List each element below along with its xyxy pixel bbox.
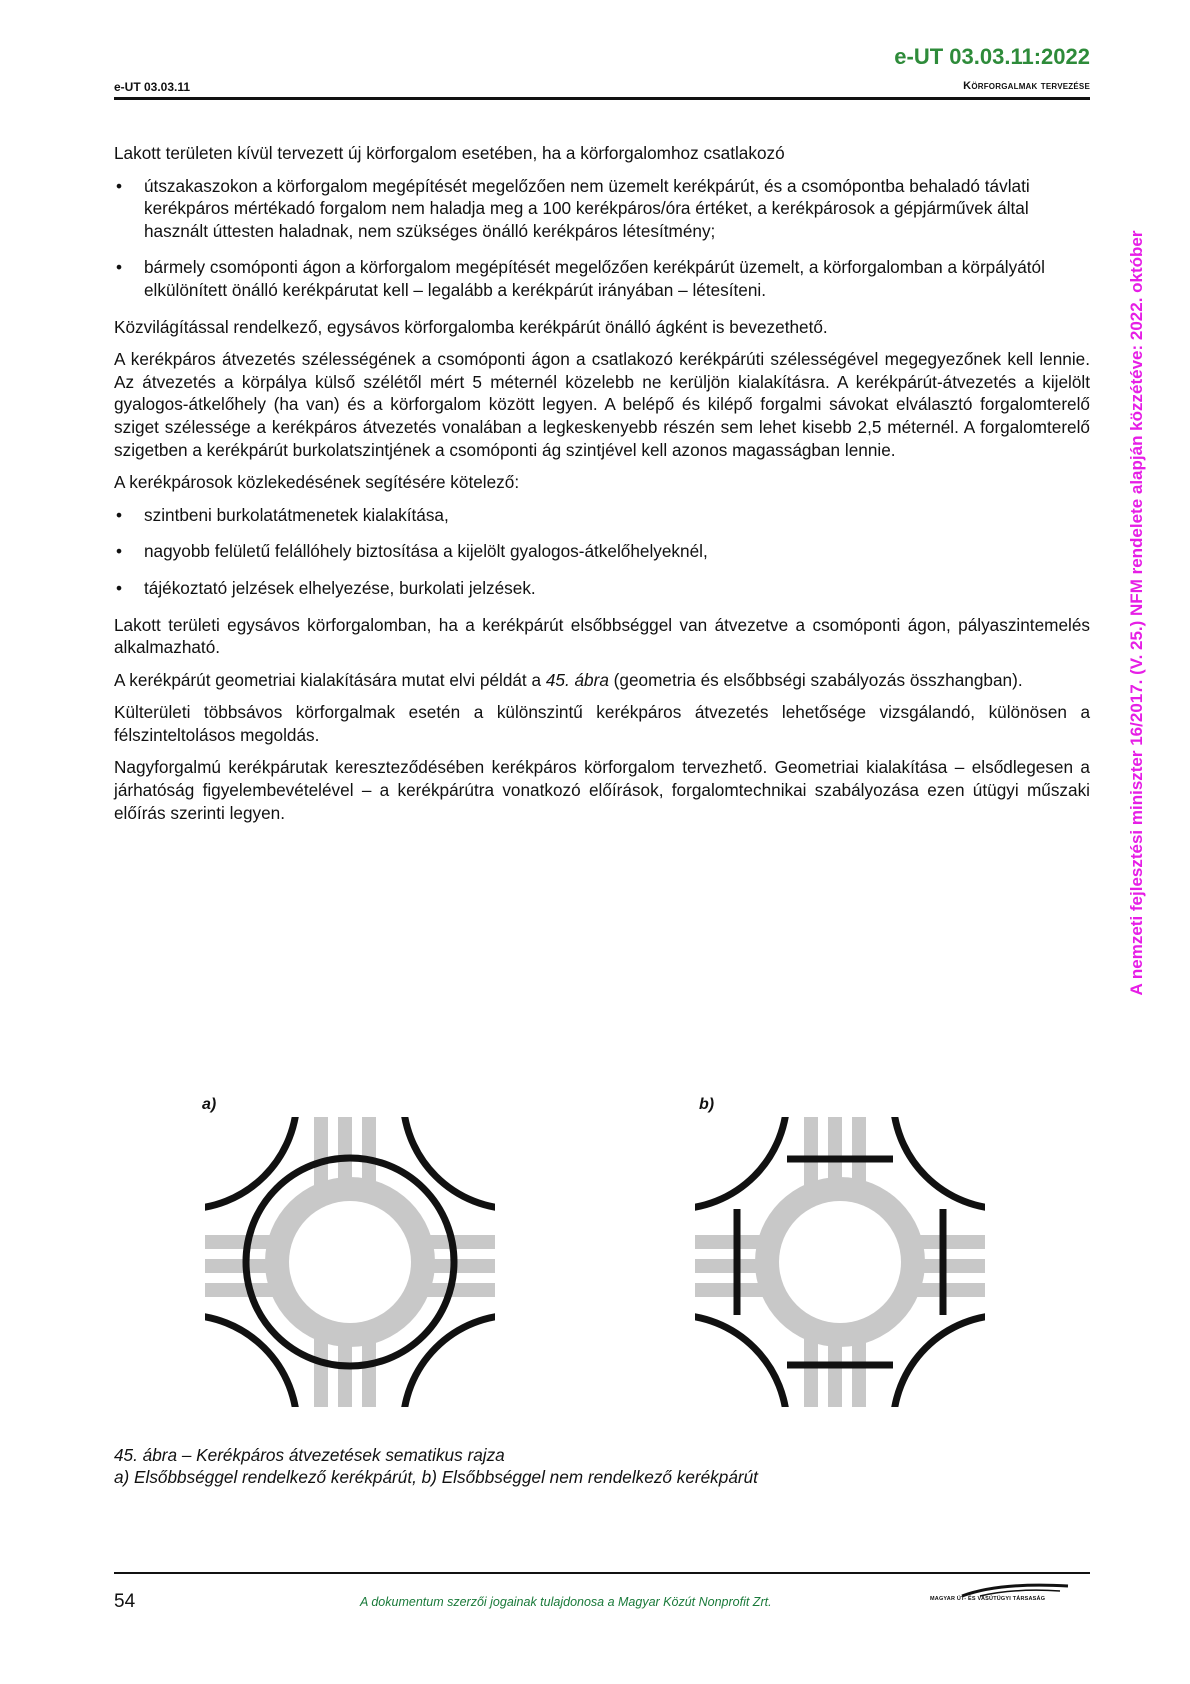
- paragraph: Nagyforgalmú kerékpárutak kereszteződésében kerékpáros körforgalom tervezhető. Geometriai kialakítása – elsődlegesen a járhatóság figyelembevételével – a kerékpárútra vonatkozó előírások, forgalomtechnikai szabályozása ezen útügyi műszaki előírás szerinti legyen.: [114, 757, 1090, 823]
- side-note-text: A nemzeti fejlesztési miniszter 16/2017. (V. 25.) NFM rendelete alapján közzétéve: 2022. október: [1127, 230, 1146, 995]
- paragraph: Külterületi többsávos körforgalmak esetén a különszintű kerékpáros átvezetés lehetősége vizsgálandó, különösen a félszinteltolásos megoldás.: [114, 702, 1090, 745]
- bullet-list: [114, 504, 1090, 600]
- document-id: e-UT 03.03.11:2022: [894, 44, 1090, 69]
- central-island-b: [779, 1201, 901, 1323]
- paragraph: A kerékpárosok közlekedésének segítésére kötelező:: [114, 472, 520, 493]
- paragraph: [114, 669, 1090, 692]
- paragraph-text: (geometria és elsőbbségi szabályozás összhangban).: [608, 669, 1023, 690]
- figure-reference: 45. ábra: [545, 669, 609, 690]
- paragraph-text: A kerékpárút geometriai kialakítására mutat elvi példát a: [114, 669, 546, 690]
- list-item: • szintbeni burkolatátmenetek kialakítása,: [114, 504, 1090, 527]
- diagram-b: [695, 1117, 985, 1407]
- list-item: • nagyobb felületű felállóhely biztosítása a kijelölt gyalogos-átkelőhelyeknél,: [114, 540, 1090, 563]
- list-item: • tájékoztató jelzések elhelyezése, burkolati jelzések.: [114, 577, 1090, 600]
- publisher-logo: [930, 1582, 1090, 1612]
- paragraph: Közvilágítással rendelkező, egysávos körforgalomba kerékpárút önálló ágként is bevezethető.: [114, 316, 828, 337]
- header-right: Körforgalmak tervezése: [963, 80, 1090, 92]
- diagram-a: [205, 1117, 495, 1407]
- footer-rule: [114, 1572, 1090, 1574]
- central-island-a: [289, 1201, 411, 1323]
- paragraph: Lakott területen kívül tervezett új körforgalom esetében, ha a körforgalomhoz csatlakozó: [114, 143, 785, 163]
- paragraph: A kerékpáros átvezetés szélességének a csomóponti ágon a csatlakozó kerékpárúti szélességével megegyezőnek kell lennie. Az átvezetés a körpálya külső szélétől mért 5 méternél közelebb ne kerüljön kialakításra. A kerékpárút-átvezetés a kijelölt gyalogos-átkelőhely (ha van) és a körforgalom között legyen. A belépő és kilépő forgalmi sávokat elválasztó forgalomterelő sziget szélessége a kerékpáros átvezetés vonalában a legkeskenyebb részén sem lehet kisebb 2,5 méternél. A forgalomterelő szigetben a kerékpárút burkolatszintjének a csomóponti ág szintjével kell azonos magasságban lennie.: [114, 349, 1090, 460]
- logo-text: MAGYAR ÚT- ÉS VASÚTÜGYI TÁRSASÁG: [930, 1596, 1046, 1602]
- header-rule: [114, 97, 1090, 100]
- bullet-list: [114, 175, 1090, 302]
- caption-line-2: a) Elsőbbséggel rendelkező kerékpárút, b) Elsőbbséggel nem rendelkező kerékpárút: [114, 1467, 758, 1487]
- figure-label-a: a): [202, 1096, 217, 1113]
- body-text: [114, 142, 1090, 834]
- page-number: 54: [114, 1591, 136, 1612]
- list-item: • bármely csomóponti ágon a körforgalom megépítését megelőzően kerékpárút üzemelt, a körforgalomban a körpályától elkülönített önálló kerékpárutat kell – legalább a kerékpárút irányában – létesíteni.: [114, 256, 1090, 301]
- header-left: e-UT 03.03.11: [114, 80, 191, 94]
- figure-label-b: b): [699, 1096, 715, 1113]
- list-item: • útszakaszokon a körforgalom megépítését megelőzően nem üzemelt kerékpárút, és a csomópontba behaladó távlati kerékpáros mértékadó forgalom nem haladja meg a 100 kerékpáros/óra értéket, a kerékpárosok a gépjárművek által használt úttesten haladnak, nem szükséges önálló kerékpáros létesítmény;: [114, 175, 1090, 243]
- side-publication-note: [1125, 160, 1149, 1065]
- figure-caption: [114, 1444, 758, 1488]
- copyright-notice: A dokumentum szerzői jogainak tulajdonosa a Magyar Közút Nonprofit Zrt.: [360, 1595, 772, 1609]
- paragraph: Lakott területi egysávos körforgalomban, ha a kerékpárút elsőbbséggel van átvezetve a csomóponti ágon, pályaszintemelés alkalmazható.: [114, 614, 1090, 658]
- caption-line-1: 45. ábra – Kerékpáros átvezetések sematikus rajza: [114, 1445, 505, 1465]
